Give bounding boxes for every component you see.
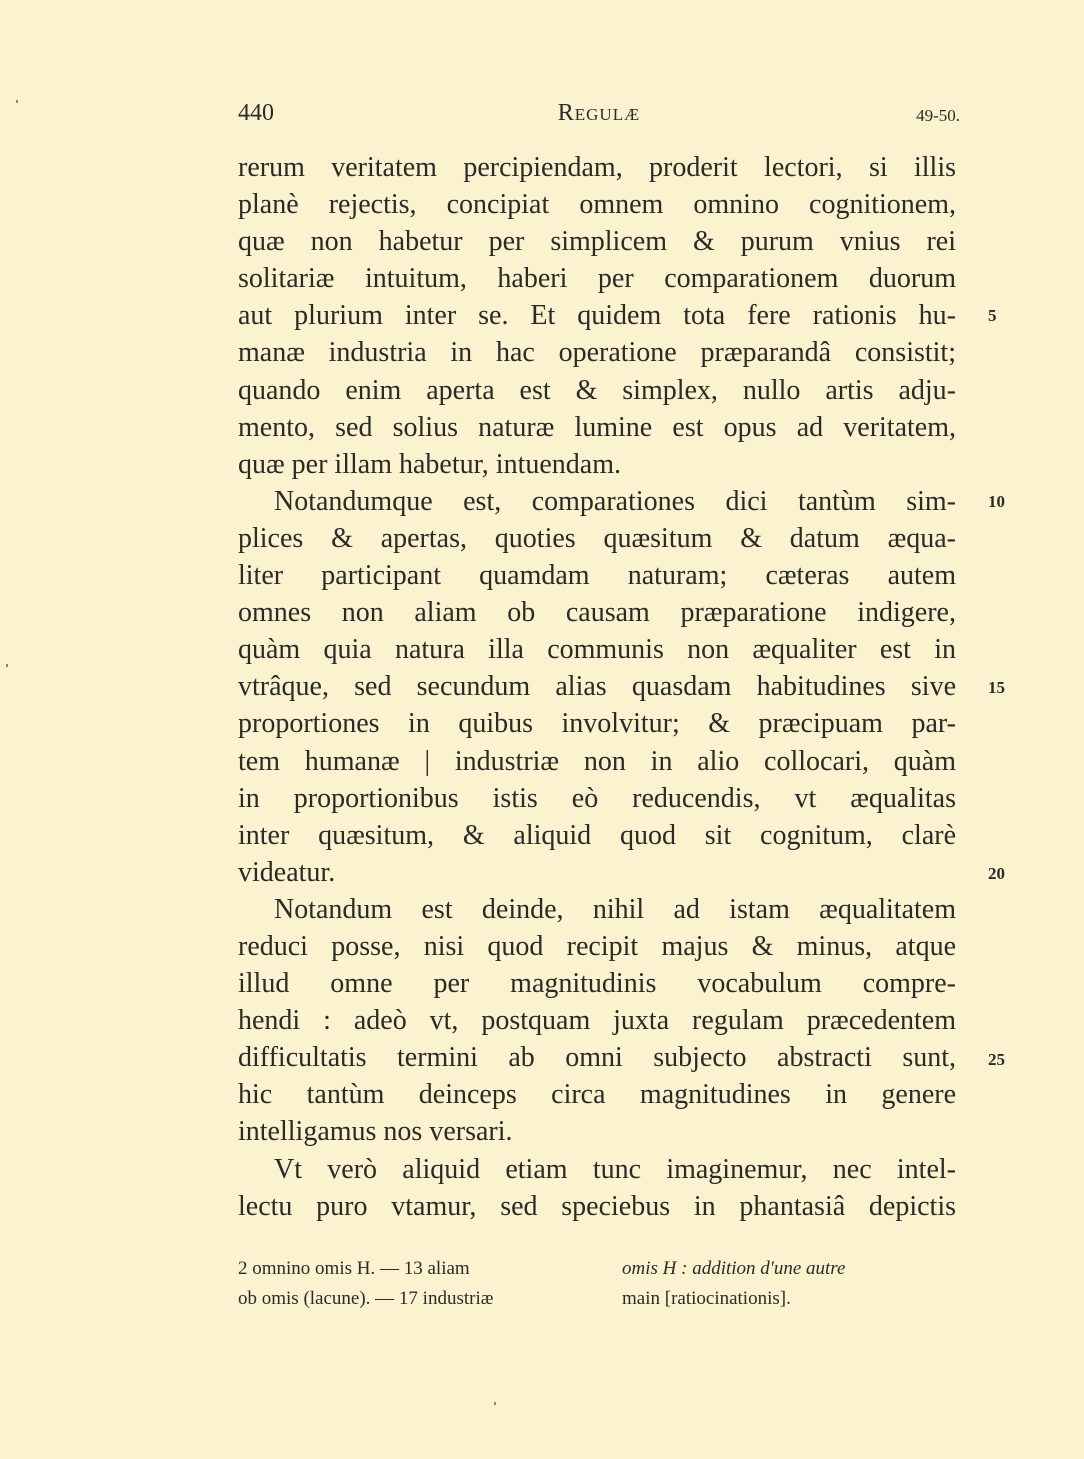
line-number: 5: [988, 306, 997, 325]
text-line: omnes non aliam ob causam præparatione indigere,: [238, 597, 956, 629]
line-number: 20: [988, 864, 1005, 883]
text-line: manæ industria in hac operatione præparandâ consistit;: [238, 337, 956, 369]
text-line: vtrâque, sed secundum alias quasdam habitudines sive: [238, 671, 956, 703]
text-line: proportiones in quibus involvitur; & præcipuam par-: [238, 708, 956, 740]
running-title: Regulæ: [557, 100, 641, 126]
text-line: Notandumque est, comparationes dici tantùm sim-: [274, 485, 956, 517]
text-line: Notandum est deinde, nihil ad istam æqualitatem: [274, 893, 956, 925]
text-line: solitariæ intuitum, haberi per comparationem duorum: [238, 263, 956, 295]
text-line: illud omne per magnitudinis vocabulum compre-: [238, 968, 956, 1000]
paper-speck: [494, 1402, 496, 1405]
line-number: 25: [988, 1050, 1005, 1069]
paper-speck: [6, 664, 8, 667]
text-line: Vt verò aliquid etiam tunc imaginemur, nec intel-: [274, 1153, 956, 1185]
footnote-line: main [ratiocinationis].: [622, 1288, 791, 1309]
text-line: inter quæsitum, & aliquid quod sit cognitum, clarè: [238, 819, 956, 851]
footnote-line: ob omis (lacune). — 17 industriæ: [238, 1288, 494, 1309]
footnote-column-right: [622, 1254, 966, 1314]
paper-speck: [16, 100, 18, 103]
text-line: difficultatis termini ab omni subjecto abstracti sunt,: [238, 1042, 956, 1074]
text-line: lectu puro vtamur, sed speciebus in phantasiâ depictis: [238, 1190, 956, 1222]
text-line: aut plurium inter se. Et quidem tota fere rationis hu-: [238, 300, 956, 332]
text-line: intelligamus nos versari.: [238, 1116, 513, 1148]
text-line: liter participant quamdam naturam; cæteras autem: [238, 560, 956, 592]
text-line: hic tantùm deinceps circa magnitudines in genere: [238, 1079, 956, 1111]
footnote-column-left: [238, 1254, 598, 1314]
text-line: rerum veritatem percipiendam, proderit lectori, si illis: [238, 152, 956, 183]
main-text: [238, 149, 956, 1225]
text-line: hendi : adeò vt, postquam juxta regulam præcedentem: [238, 1005, 956, 1037]
footnote-line: 2 omnino omis H. — 13 aliam: [238, 1258, 470, 1279]
text-line: quando enim aperta est & simplex, nullo artis adju-: [238, 374, 956, 406]
text-line: tem humanæ | industriæ non in alio collocari, quàm: [238, 745, 956, 777]
text-line: reduci posse, nisi quod recipit majus & minus, atque: [238, 930, 956, 962]
line-number: 10: [988, 492, 1005, 511]
text-line: in proportionibus istis eò reducendis, vt æqualitas: [238, 782, 956, 814]
page-number: 440: [238, 100, 274, 126]
text-line: quæ non habetur per simplicem & purum vnius rei: [238, 226, 956, 258]
text-line: quæ per illam habetur, intuendam.: [238, 448, 622, 480]
text-line: plices & apertas, quoties quæsitum & datum æqua-: [238, 522, 956, 554]
text-line: videatur.: [238, 856, 336, 888]
line-number: 15: [988, 678, 1005, 697]
text-line: mento, sed solius naturæ lumine est opus ad veritatem,: [238, 411, 956, 443]
section-reference: 49-50.: [916, 106, 960, 125]
page-header: [238, 100, 960, 134]
text-line: quàm quia natura illa communis non æqualiter est in: [238, 634, 956, 666]
footnote-line: omis H : addition d'une autre: [622, 1258, 846, 1279]
text-line: planè rejectis, concipiat omnem omnino cognitionem,: [238, 189, 956, 221]
